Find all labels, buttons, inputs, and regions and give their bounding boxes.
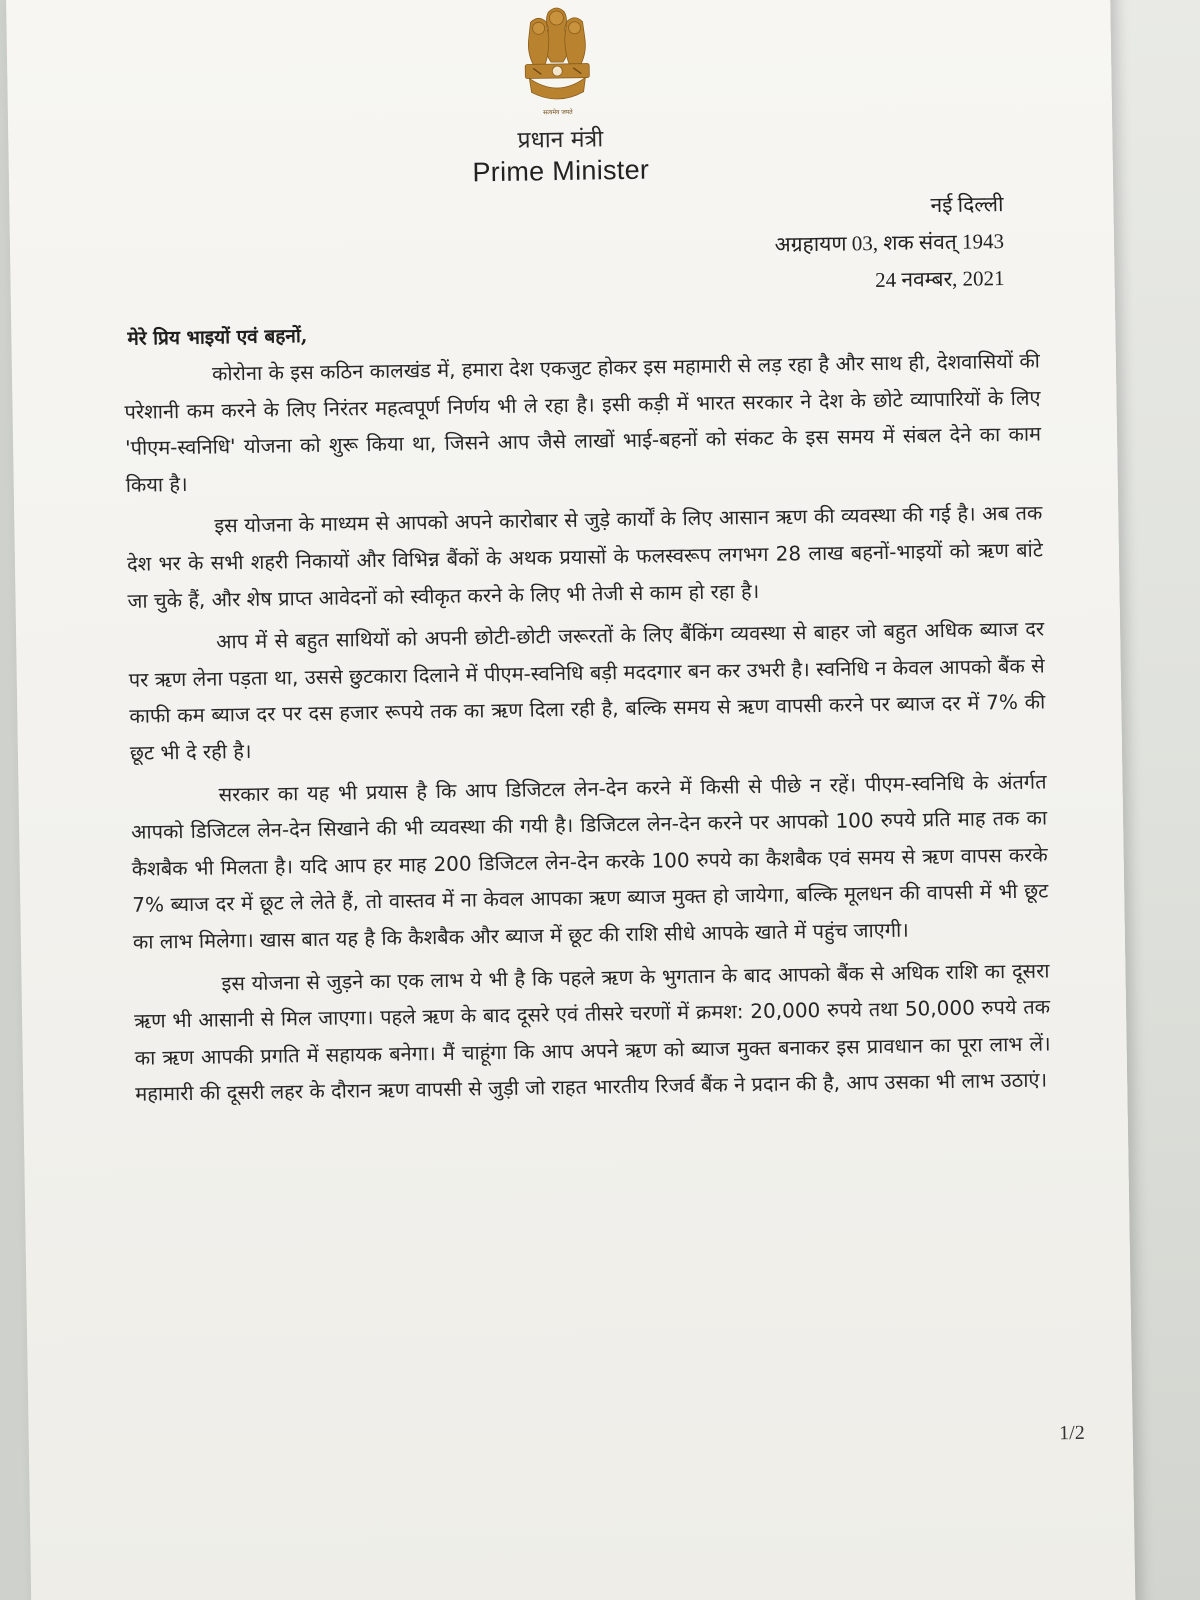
paragraph: इस योजना से जुड़ने का एक लाभ ये भी है कि पहले ऋण के भुगतान के बाद आपको बैंक से अधिक राशि का दूसरा ऋण भी आसानी से मिल जाएगा। पहले ऋण के बाद दूसरे एवं तीसरे चरणों में क्रमश: 20,000 रुपये तथा 50,000 रुपये तक का ऋण आपकी प्रगति में सहायक बनेगा। मैं चाहूंगा कि आप अपने ऋण को ब्याज मुक्त बनाकर इस प्रावधान का पूरा लाभ लें। महामारी की दूसरी लहर के दौरान ऋण वापसी से जुड़ी जो राहत भारतीय रिजर्व बैंक ने प्रदान की है, आप उसका भी लाभ उठाएं।	[133, 957, 1051, 1107]
svg-text:सत्यमेव जयते: सत्यमेव जयते	[543, 108, 573, 117]
saka-date-line: अग्रहायण 03, शक संवत् 1943	[774, 229, 1005, 257]
paragraph: सरकार का यह भी प्रयास है कि आप डिजिटल लेन-देन करने में किसी से पीछे न रहें। पीएम-स्वनिधि के अंतर्गत आपको डिजिटल लेन-देन सिखाने की भी व्यवस्था की गयी है। डिजिटल लेन-देन करने पर आपको 100 रुपये प्रति माह तक का कैशबैक भी मिलता है। यदि आप हर माह 200 डिजिटल लेन-देन करके 100 रुपये का कैशबैक एवं समय से ऋण वापस करके 7% ब्याज दर में छूट ले लेते हैं, तो वास्तव में ना केवल आपका ऋण ब्याज मुक्त हो जायेगा, बल्कि मूलधन की वापसी में भी छूट का लाभ मिलेगा। खास बात यह है कि कैशबैक और ब्याज में छूट की राशि सीधे आपके खाते में पहुंच जाएगी।	[130, 768, 1049, 954]
paragraph: इस योजना के माध्यम से आपको अपने कारोबार से जुड़े कार्यों के लिए आसान ऋण की व्यवस्था की गई है। अब तक देश भर के सभी शहरी निकायों और विभिन्न बैंकों के अथक प्रयासों के फलस्वरूप लगभग 28 लाख बहनों-भाइयों को ऋण बांटे जा चुके हैं, और शेष प्राप्त आवेदनों को स्वीकृत करने के लिए भी तेजी से काम हो रहा है।	[126, 500, 1044, 613]
date-block	[774, 186, 1005, 301]
page-number: 1/2	[1058, 1421, 1085, 1445]
paragraph: आप में से बहुत साथियों को अपनी छोटी-छोटी जरूरतों के लिए बैंकिंग व्यवस्था से बाहर जो बहुत अधिक ब्याज दर पर ऋण लेना पड़ता था, उससे छुटकारा दिलाने में पीएम-स्वनिधि बड़ी मददगार बन कर उभरी है। स्वनिधि न केवल आपको बैंक से काफी कम ब्याज दर पर दस हजार रूपये तक का ऋण दिला रही है, बल्कि समय से ऋण वापसी करने पर ब्याज दर में 7% की छूट भी दे रही है।	[128, 616, 1046, 765]
office-title-hindi: प्रधान मंत्री	[517, 126, 604, 154]
letter-body	[124, 342, 1052, 1118]
place-line: नई दिल्ली	[930, 192, 1004, 218]
salutation: मेरे प्रिय भाइयों एवं बहनों,	[127, 324, 308, 350]
office-title-english: Prime Minister	[472, 154, 650, 188]
gregorian-date-line: 24 नवम्बर, 2021	[874, 266, 1005, 293]
state-emblem-icon	[518, 1, 596, 120]
paragraph: कोरोना के इस कठिन कालखंड में, हमारा देश एकजुट होकर इस महामारी से लड़ रहा है और साथ ही, देशवासियों की परेशानी कम करने के लिए निरंतर महत्वपूर्ण निर्णय भी ले रहा है। इसी कड़ी में भारत सरकार ने देश के छोटे व्यापारियों के लिए 'पीएम-स्वनिधि' योजना को शुरू किया था, जिसने आप जैसे लाखों भाई-बहनों को संकट के इस समय में संबल देने का काम किया है।	[124, 348, 1042, 497]
letter-page	[6, 0, 1136, 1600]
